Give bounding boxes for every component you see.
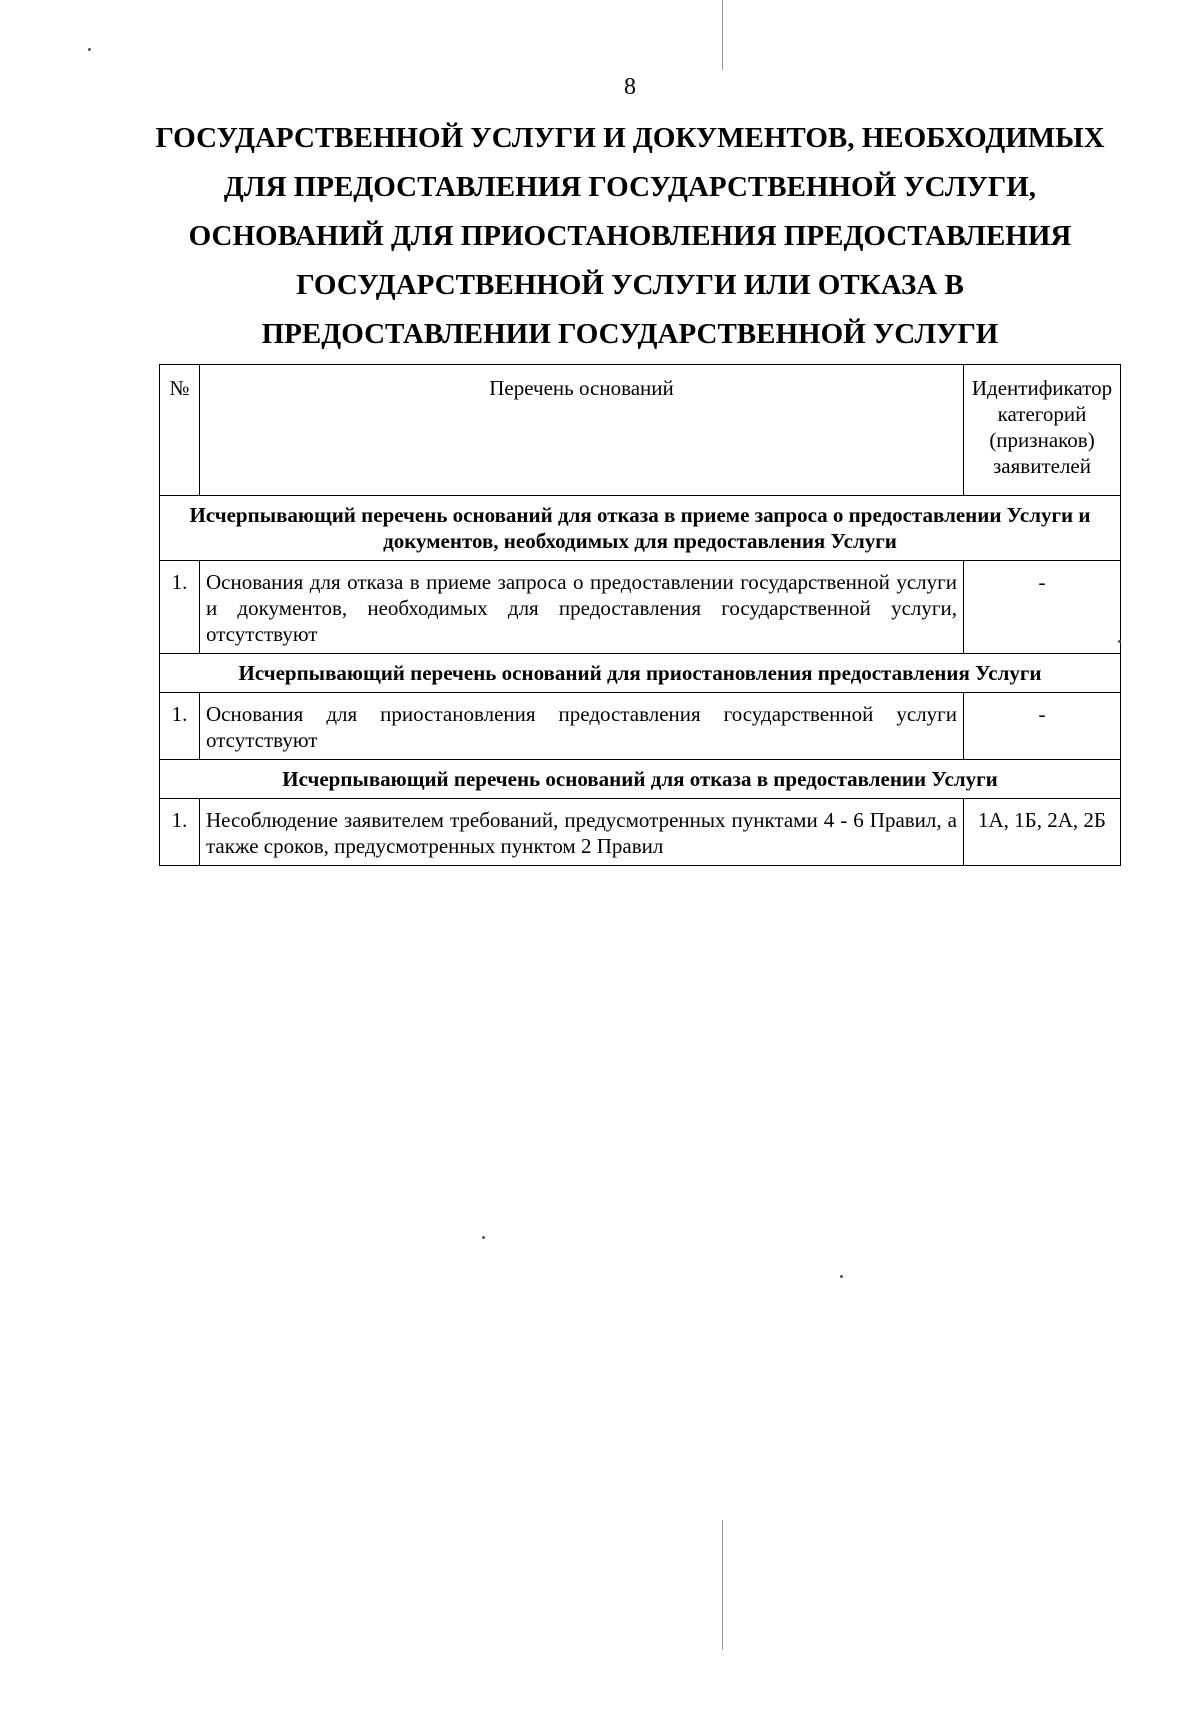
scan-artifact-line: [722, 0, 723, 70]
row-number: 1.: [160, 561, 200, 654]
section-title-row: [160, 654, 1121, 693]
heading-line: ДЛЯ ПРЕДОСТАВЛЕНИЯ ГОСУДАРСТВЕННОЙ УСЛУГИ,: [223, 171, 1037, 203]
row-number: 1.: [160, 799, 200, 866]
table-header-row: [160, 365, 1121, 496]
table-row: [160, 799, 1121, 866]
section-title-row: [160, 496, 1121, 561]
table-row: [160, 693, 1121, 760]
scan-artifact-speck: [1118, 640, 1121, 643]
heading-line: ОСНОВАНИЙ ДЛЯ ПРИОСТАНОВЛЕНИЯ ПРЕДОСТАВЛЕНИЯ: [188, 220, 1072, 252]
row-text: Несоблюдение заявителем требований, предусмотренных пунктами 4 - 6 Правил, а также сроков, предусмотренных пунктом 2 Правил: [200, 799, 964, 866]
section-title: Исчерпывающий перечень оснований для отказа в приеме запроса о предоставлении Услуги и документов, необходимых для предоставления Услуги: [160, 496, 1121, 561]
header-grounds: Перечень оснований: [200, 365, 964, 496]
section-title-row: [160, 760, 1121, 799]
row-text: Основания для приостановления предоставления государственной услуги отсутствуют: [200, 693, 964, 760]
scan-artifact-line: [722, 1520, 723, 1650]
row-identifier: -: [964, 561, 1121, 654]
grounds-table: [159, 364, 1121, 866]
table-row: [160, 561, 1121, 654]
heading-line: ГОСУДАРСТВЕННОЙ УСЛУГИ И ДОКУМЕНТОВ, НЕОБХОДИМЫХ: [155, 122, 1105, 154]
heading-line: ПРЕДОСТАВЛЕНИИ ГОСУДАРСТВЕННОЙ УСЛУГИ: [261, 318, 999, 350]
row-identifier: 1А, 1Б, 2А, 2Б: [964, 799, 1121, 866]
section-title: Исчерпывающий перечень оснований для приостановления предоставления Услуги: [160, 654, 1121, 693]
scan-artifact-speck: [482, 1236, 485, 1239]
row-number: 1.: [160, 693, 200, 760]
scan-artifact-speck: [840, 1275, 843, 1278]
page-number: 8: [624, 74, 636, 100]
header-identifier: Идентификатор категорий (признаков) заявителей: [964, 365, 1121, 496]
document-heading: [140, 114, 1120, 359]
heading-line: ГОСУДАРСТВЕННОЙ УСЛУГИ ИЛИ ОТКАЗА В: [296, 269, 964, 301]
header-number: №: [160, 365, 200, 496]
section-title: Исчерпывающий перечень оснований для отказа в предоставлении Услуги: [160, 760, 1121, 799]
row-identifier: -: [964, 693, 1121, 760]
row-text: Основания для отказа в приеме запроса о предоставлении государственной услуги и документов, необходимых для предоставления государственной услуги, отсутствуют: [200, 561, 964, 654]
scan-artifact-speck: [88, 48, 91, 51]
